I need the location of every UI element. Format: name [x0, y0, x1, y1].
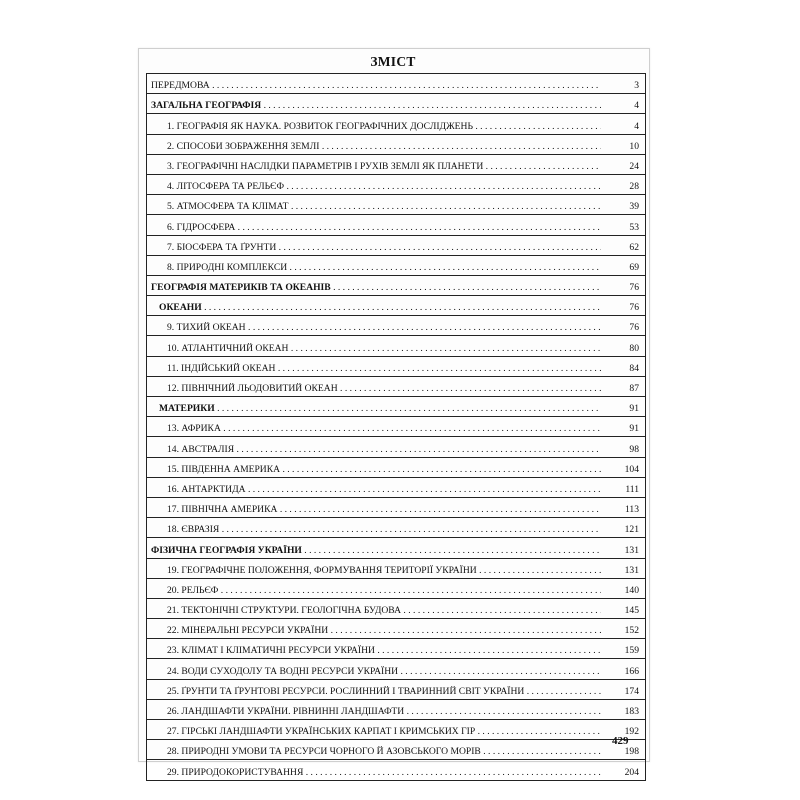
- toc-entry-title: 15. ПІВДЕННА АМЕРИКА . . .: [167, 464, 601, 476]
- toc-entry: [147, 619, 645, 639]
- toc-entry-title: 12. ПІВНІЧНИЙ ЛЬОДОВИТИЙ ОКЕАН . . .: [167, 383, 601, 395]
- toc-entry-page: 159: [624, 645, 639, 657]
- toc-entry: [147, 276, 645, 296]
- toc-entry-leader: [147, 255, 601, 275]
- toc-entry-leader: [147, 275, 601, 295]
- toc-entry-title: ОКЕАНИ . . .: [159, 302, 601, 314]
- toc-entry-title: 25. ҐРУНТИ ТА ҐРУНТОВІ РЕСУРСИ. РОСЛИННИЙ І ТВАРИННИЙ СВІТ УКРАЇНИ . . .: [167, 686, 601, 698]
- toc-entry: [147, 700, 645, 720]
- toc-entry-title: 18. ЄВРАЗІЯ . . .: [167, 524, 601, 536]
- toc-entry: [147, 559, 645, 579]
- toc-entry-title: 4. ЛІТОСФЕРА ТА РЕЛЬЄФ . . .: [167, 181, 601, 193]
- toc-entry: [147, 296, 645, 316]
- toc-entry-page: 152: [624, 625, 639, 637]
- toc-entry-page: 166: [624, 665, 639, 677]
- toc-entry: [147, 336, 645, 356]
- toc-entry-title: 23. КЛІМАТ І КЛІМАТИЧНІ РЕСУРСИ УКРАЇНИ . . .: [167, 645, 601, 657]
- toc-entry-title: 7. БІОСФЕРА ТА ҐРУНТИ . . .: [167, 242, 601, 254]
- toc-entry-leader: [147, 638, 601, 658]
- toc-entry-title: ПЕРЕДМОВА . . .: [151, 80, 601, 92]
- toc-entry-title: 10. АТЛАНТИЧНИЙ ОКЕАН . . .: [167, 343, 601, 355]
- toc-entry-page: 104: [624, 463, 639, 475]
- toc-entry-leader: [147, 73, 601, 93]
- toc-entry-leader: [147, 93, 601, 113]
- toc-entry-leader: [147, 739, 601, 759]
- toc-entry-leader: [147, 558, 601, 578]
- toc-entry: [147, 256, 645, 276]
- toc-entry: [147, 195, 645, 215]
- toc-entry-leader: [147, 396, 601, 416]
- toc-entry-title: 6. ГІДРОСФЕРА . . .: [167, 222, 601, 234]
- toc-entry: [147, 397, 645, 417]
- toc-entry-leader: [147, 538, 601, 558]
- toc-entry-leader: [147, 578, 601, 598]
- toc-entry-page: 204: [624, 766, 639, 778]
- toc-entry-title: 28. ПРИРОДНІ УМОВИ ТА РЕСУРСИ ЧОРНОГО Й АЗОВСЬКОГО МОРІВ . . .: [167, 746, 601, 758]
- toc-entry-title: 20. РЕЛЬЄФ . . .: [167, 585, 601, 597]
- toc-entry-title: 26. ЛАНДШАФТИ УКРАЇНИ. РІВНИННІ ЛАНДШАФТИ . . .: [167, 706, 601, 718]
- toc-entry-page: 80: [629, 342, 639, 354]
- toc-entry-leader: [147, 336, 601, 356]
- toc-entry: [147, 579, 645, 599]
- toc-entry: [147, 155, 645, 175]
- toc-entry: [147, 639, 645, 659]
- toc-entry-leader: [147, 618, 601, 638]
- toc-entry-page: 84: [629, 362, 639, 374]
- toc-entry-title: 17. ПІВНІЧНА АМЕРИКА . . .: [167, 504, 601, 516]
- toc-entry-title: 24. ВОДИ СУХОДОЛУ ТА ВОДНІ РЕСУРСИ УКРАЇНИ . . .: [167, 666, 601, 678]
- toc-entry-leader: [147, 760, 601, 780]
- toc-entry-leader: [147, 457, 601, 477]
- toc-entry-page: 53: [629, 221, 639, 233]
- toc-entry-page: 91: [629, 403, 639, 415]
- toc-entry-page: 4: [634, 120, 639, 132]
- toc-entry-page: 39: [629, 201, 639, 213]
- toc-entry-leader: [147, 356, 601, 376]
- toc-entry-title: 1. ГЕОГРАФІЯ ЯК НАУКА. РОЗВИТОК ГЕОГРАФІЧНИХ ДОСЛІДЖЕНЬ . . .: [167, 121, 601, 133]
- toc-entry: [147, 74, 645, 94]
- toc-entry: [147, 760, 645, 780]
- toc-entry-leader: [147, 295, 601, 315]
- toc-entry: [147, 538, 645, 558]
- toc-entry-leader: [147, 437, 601, 457]
- toc-entry-page: 111: [625, 483, 639, 495]
- toc-entry: [147, 417, 645, 437]
- toc-entry-page: 131: [624, 544, 639, 556]
- toc-entry-leader: [147, 679, 601, 699]
- toc-entry-page: 91: [629, 423, 639, 435]
- toc-entry-page: 4: [634, 100, 639, 112]
- toc-entry-title: 19. ГЕОГРАФІЧНЕ ПОЛОЖЕННЯ, ФОРМУВАННЯ ТЕРИТОРІЇ УКРАЇНИ . . .: [167, 565, 601, 577]
- toc-entry-leader: [147, 497, 601, 517]
- toc-entry: [147, 215, 645, 235]
- toc-entry-title: 14. АВСТРАЛІЯ . . .: [167, 444, 601, 456]
- toc-entry-leader: [147, 719, 601, 739]
- toc-entry-title: МАТЕРИКИ . . .: [159, 403, 601, 415]
- toc-entry-leader: [147, 194, 601, 214]
- toc-entry-leader: [147, 699, 601, 719]
- toc-entry-page: 76: [629, 322, 639, 334]
- toc-entry-leader: [147, 315, 601, 335]
- toc-entry-title: 27. ГІРСЬКІ ЛАНДШАФТИ УКРАЇНСЬКИХ КАРПАТ І КРИМСЬКИХ ГІР . . .: [167, 726, 601, 738]
- toc-entry: [147, 175, 645, 195]
- toc-entry: [147, 659, 645, 679]
- toc-entry-page: 131: [624, 564, 639, 576]
- toc-entry: [147, 720, 645, 740]
- toc-entry-page: 145: [624, 605, 639, 617]
- toc-entry-title: 5. АТМОСФЕРА ТА КЛІМАТ . . .: [167, 201, 601, 213]
- toc-entry-leader: [147, 416, 601, 436]
- toc-entry-title: 13. АФРИКА . . .: [167, 423, 601, 435]
- toc-entry-leader: [147, 114, 601, 134]
- toc-entry-title: 16. АНТАРКТИДА . . .: [167, 484, 601, 496]
- toc-entry-page: 183: [624, 706, 639, 717]
- toc-entry-title: ФІЗИЧНА ГЕОГРАФІЯ УКРАЇНИ . . .: [151, 545, 601, 557]
- page-number: 429: [612, 735, 629, 747]
- toc-entry-leader: [147, 517, 601, 537]
- toc-entry-page: 24: [629, 160, 639, 172]
- toc-entry-title: ЗАГАЛЬНА ГЕОГРАФІЯ . . .: [151, 100, 601, 112]
- toc-entry-leader: [147, 598, 601, 618]
- toc-entry: [147, 94, 645, 114]
- toc-entry-page: 121: [624, 524, 639, 536]
- toc-entry-page: 62: [629, 241, 639, 253]
- toc-entry-title: 9. ТИХИЙ ОКЕАН . . .: [167, 322, 601, 334]
- toc-entry-page: 192: [624, 726, 639, 738]
- toc-entry-title: 11. ІНДІЙСЬКИЙ ОКЕАН . . .: [167, 363, 601, 375]
- toc-entry: [147, 236, 645, 256]
- toc-entry: [147, 518, 645, 538]
- toc-entry-title: 2. СПОСОБИ ЗОБРАЖЕННЯ ЗЕМЛІ . . .: [167, 141, 601, 153]
- toc-entry-page: 198: [624, 746, 639, 758]
- toc-entry-leader: [147, 215, 601, 235]
- toc-entry-page: 113: [624, 504, 639, 516]
- toc-entry-page: 3: [634, 80, 639, 92]
- toc-entry-title: 8. ПРИРОДНІ КОМПЛЕКСИ . . .: [167, 262, 601, 274]
- toc-entry-leader: [147, 235, 601, 255]
- toc-entry-title: ГЕОГРАФІЯ МАТЕРИКІВ ТА ОКЕАНІВ . . .: [151, 282, 601, 294]
- toc-entry-title: 3. ГЕОГРАФІЧНІ НАСЛІДКИ ПАРАМЕТРІВ І РУХІВ ЗЕМЛІ ЯК ПЛАНЕТИ . . .: [167, 161, 601, 173]
- toc-entry-leader: [147, 174, 601, 194]
- toc-entry: [147, 740, 645, 760]
- toc-entry: [147, 377, 645, 397]
- toc-entry-leader: [147, 477, 601, 497]
- toc-entry: [147, 316, 645, 336]
- toc-entry-leader: [147, 134, 601, 154]
- toc-entry-page: 28: [629, 181, 639, 193]
- toc-entry: [147, 357, 645, 377]
- toc-entry-page: 69: [629, 261, 639, 273]
- toc-entry: [147, 458, 645, 478]
- toc-entry-page: 87: [629, 383, 639, 394]
- toc-entry: [147, 135, 645, 155]
- toc-entry-page: 10: [629, 140, 639, 152]
- toc-entry-page: 174: [624, 685, 639, 697]
- toc-entry: [147, 680, 645, 700]
- toc-entry: [147, 498, 645, 518]
- toc-entry-page: 76: [629, 302, 639, 314]
- toc-entry-title: 22. МІНЕРАЛЬНІ РЕСУРСИ УКРАЇНИ . . .: [167, 625, 601, 637]
- page-title: ЗМІСТ: [370, 54, 416, 69]
- toc-entry-page: 76: [629, 282, 639, 294]
- toc-entry-title: 21. ТЕКТОНІЧНІ СТРУКТУРИ. ГЕОЛОГІЧНА БУДОВА . . .: [167, 605, 601, 617]
- toc-entry: [147, 478, 645, 498]
- toc-entry-leader: [147, 376, 601, 396]
- toc-entry-leader: [147, 154, 601, 174]
- toc-entry-page: 98: [629, 443, 639, 455]
- toc-entry: [147, 114, 645, 134]
- table-of-contents: [146, 73, 646, 781]
- toc-entry: [147, 437, 645, 457]
- toc-entry-page: 140: [624, 584, 639, 596]
- toc-entry: [147, 599, 645, 619]
- toc-entry-leader: [147, 659, 601, 679]
- toc-entry-title: 29. ПРИРОДОКОРИСТУВАННЯ . . .: [167, 767, 601, 779]
